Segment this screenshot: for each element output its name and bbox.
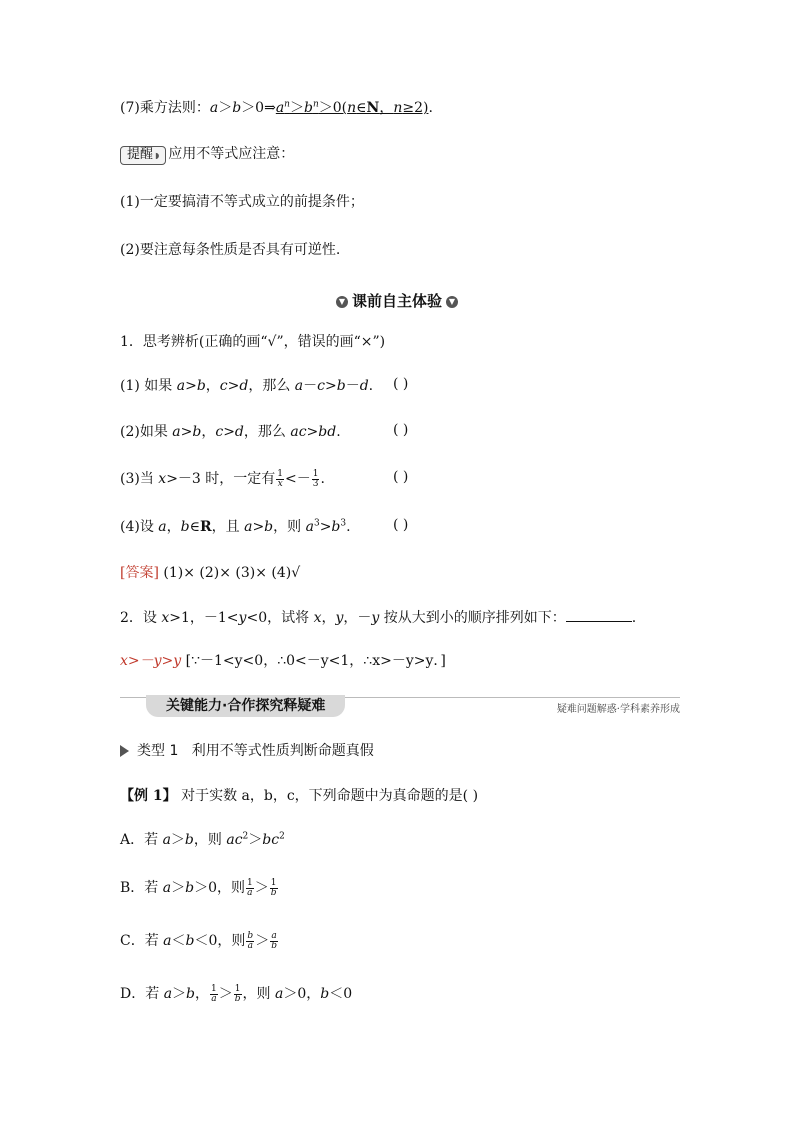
type-heading: 类型 1 利用不等式性质判断命题真假 — [120, 741, 374, 761]
fraction: $\frac{1}{3}$ — [312, 468, 319, 489]
answer-paren: ( ) — [393, 376, 409, 392]
fraction: $\frac{1}{a}$ — [247, 877, 253, 898]
fraction: $\frac{1}{b}$ — [270, 877, 277, 898]
badge-arrow-icon: ◗ — [155, 151, 160, 160]
answer-paren: ( ) — [393, 517, 409, 533]
example-tag: 【例 1】 — [120, 788, 177, 804]
tip-line: 提醒 ◗ 应用不等式应注意： — [120, 144, 294, 165]
option-d: D．若 a＞b， $\frac{1}{a}$ ＞ $\frac{1}{b}$ ，则 a＞0，b＜0 — [120, 983, 353, 1004]
question-1-stem: 1．思考辨析(正确的画“√”，错误的画“×”) — [120, 334, 386, 350]
example-stem: 【例 1】 对于实数 a，b，c，下列命题中为真命题的是( ) — [120, 788, 479, 804]
option-c: C．若 a＜b＜0，则 $\frac{b}{a}$ ＞ $\frac{a}{b}$ — [120, 930, 277, 951]
fraction: $\frac{1}{x}$ — [277, 468, 284, 489]
fraction: $\frac{1}{b}$ — [234, 983, 241, 1004]
question-1-answer: [答案] (1)× (2)× (3)× (4)√ — [120, 565, 301, 581]
fraction: $\frac{1}{a}$ — [211, 983, 217, 1004]
fraction: $\frac{b}{a}$ — [247, 930, 254, 951]
answer-paren: ( ) — [393, 469, 409, 485]
question-1-item-1: (1) 如果 a>b，c>d，那么 a－c>b－d. — [120, 378, 374, 394]
question-2-solution: x>－y>y [∵－1<y<0，∴0<－y<1，∴x>－y>y．] — [120, 653, 446, 669]
answer-blank — [566, 607, 632, 622]
section-banner — [120, 695, 680, 717]
tip-item-2: (2)要注意每条性质是否具有可逆性. — [120, 242, 341, 258]
fraction: $\frac{a}{b}$ — [271, 930, 277, 951]
down-arrow-icon: ▼ — [336, 296, 348, 308]
option-b: B．若 a＞b＞0，则 $\frac{1}{a}$ ＞ $\frac{1}{b}$ — [120, 877, 277, 898]
banner-title: 关键能力·合作探究释疑难 — [146, 695, 345, 717]
option-a: A．若 a＞b，则 $ac^2>bc^2$ — [120, 831, 285, 848]
solution-answer: x>－y>y — [120, 653, 182, 669]
section-title: ▼ 课前自主体验 ▼ — [0, 290, 794, 311]
play-triangle-icon — [120, 745, 129, 757]
question-1-item-4: (4)设 a，b∈R，且 a>b，则 $a^3>b^3$. — [120, 518, 351, 535]
answer-tag: [答案] — [120, 565, 159, 581]
question-2-stem: 2．设 x>1，－1<y<0，试将 x，y，－y 按从大到小的顺序排列如下： . — [120, 607, 636, 628]
down-arrow-icon: ▼ — [446, 296, 458, 308]
question-1-item-2: (2)如果 a>b，c>d，那么 ac>bd. — [120, 424, 341, 440]
banner-subtitle: 疑难问题解惑·学科素养形成 — [556, 704, 680, 715]
answer-paren: ( ) — [393, 422, 409, 438]
question-1-item-3: (3)当 x>－3 时，一定有 $\frac{1}{x}$ <－ $\frac{1}{3}$ . — [120, 468, 325, 489]
tip-badge: 提醒 ◗ — [120, 146, 166, 165]
property-7: (7)乘方法则：$a>b>0\Rightarrow a^n>b^n>0(n\in N$，n≥2). — [120, 99, 433, 116]
tip-item-1: (1)一定要搞清不等式成立的前提条件； — [120, 194, 364, 210]
